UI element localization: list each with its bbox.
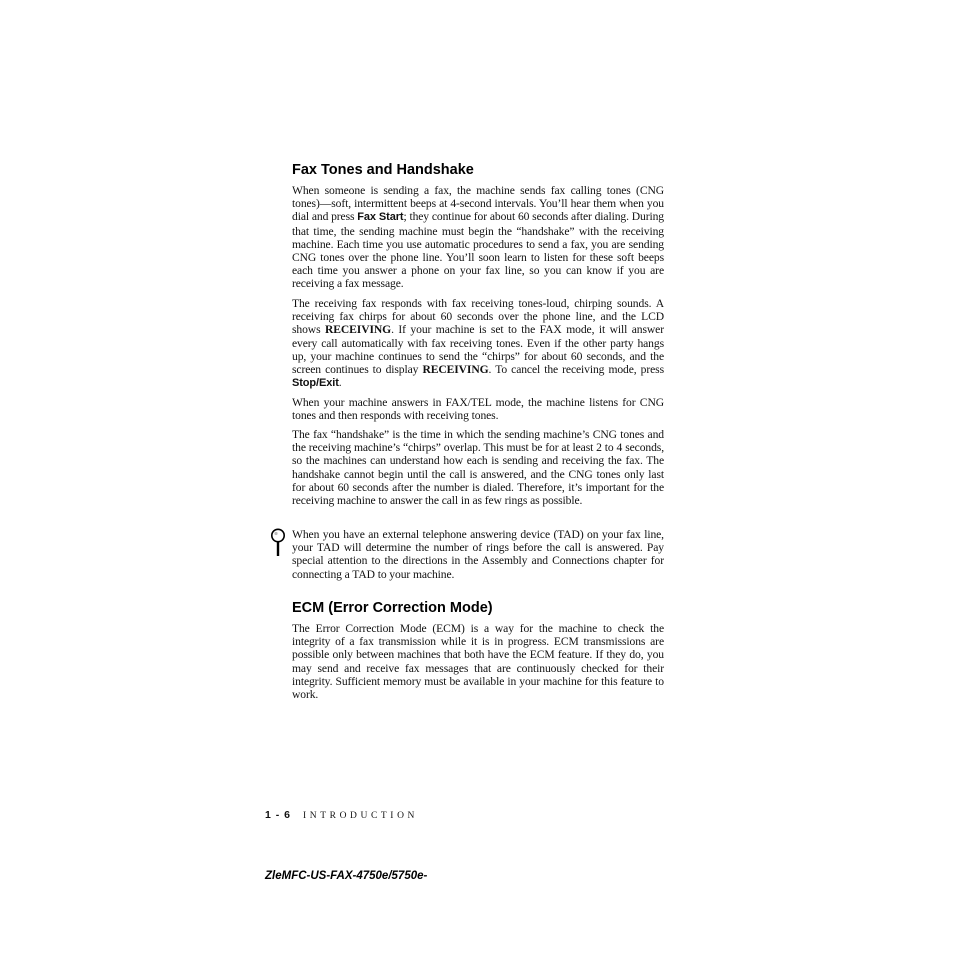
key-name-stop-exit: Stop/Exit (292, 377, 339, 390)
page-number: 1 - 6 (265, 809, 292, 821)
lcd-text-receiving: RECEIVING (422, 363, 489, 377)
paragraph-receiving-tones (292, 297, 664, 390)
text-run: When someone is sending a fax, the machine sends fax calling tones (CNG tones)—soft, intermittent beeps at 4-second intervals. You’ll hear them when you dial and press (292, 184, 664, 224)
section-heading-ecm: ECM (Error Correction Mode) (292, 600, 493, 616)
section-heading-fax-tones: Fax Tones and Handshake (292, 162, 474, 178)
paragraph-fax-tel-mode: When your machine answers in FAX/TEL mode, the machine listens for CNG tones and then responds with receiving tones. (292, 396, 664, 423)
note-tad: When you have an external telephone answering device (TAD) on your fax line, your TAD will determine the number of rings before the call is answered. Pay special attention to the directions in the Assembly and Connections chapter for connecting a TAD to your machine. (292, 528, 664, 581)
lcd-text-receiving: RECEIVING (325, 323, 392, 337)
text-run: The receiving fax responds with fax receiving tones-loud, chirping sounds. A receiving fax chirps for about 60 seconds over the phone line, and the LCD shows (292, 297, 664, 337)
model-code: ZlеMFC-US-FAX-4750e/5750e- (265, 870, 428, 882)
text-run: ; they continue for about 60 seconds after dialing. During that time, the sending machine must begin the “handshake” with the receiving machine. Each time you use automatic procedures to send a fax, you are sending CNG tones over the phone line. You’ll soon learn to listen for these soft beeps each time you answer a phone on your fax line, so you can know if you are receiving a fax message. (292, 210, 664, 291)
paragraph-cng-tones (292, 184, 664, 291)
text-run: . (338, 376, 342, 390)
paragraph-ecm: The Error Correction Mode (ECM) is a way for the machine to check the integrity of a fax transmission while it is in progress. ECM transmissions are possible only between machines that both have the ECM feature. If they do, you may send and receive fax messages that are continuously checked for their integrity. Sufficient memory must be available in your machine for this feature to work. (292, 622, 664, 702)
note-pin-icon (270, 528, 286, 558)
page-footer (265, 808, 418, 823)
key-name-fax-start: Fax Start (357, 211, 404, 224)
text-run: . To cancel the receiving mode, press (488, 363, 664, 377)
paragraph-handshake: The fax “handshake” is the time in which the sending machine’s CNG tones and the receiving machine’s “chirps” overlap. This must be for at least 2 to 4 seconds, so the machines can understand how each is sending and receiving the fax. The handshake cannot begin until the call is answered, and the CNG tones only last for about 60 seconds after the number is dialed. Therefore, it’s important for the receiving machine to answer the call in as few rings as possible. (292, 428, 664, 508)
chapter-name: INTRODUCTION (303, 811, 418, 821)
text-run: . If your machine is set to the FAX mode, it will answer every call automatically with fax receiving tones. Even if the other party hangs up, your machine continues to send the “chirps” for about 60 seconds, and the screen continues to display (292, 323, 664, 377)
